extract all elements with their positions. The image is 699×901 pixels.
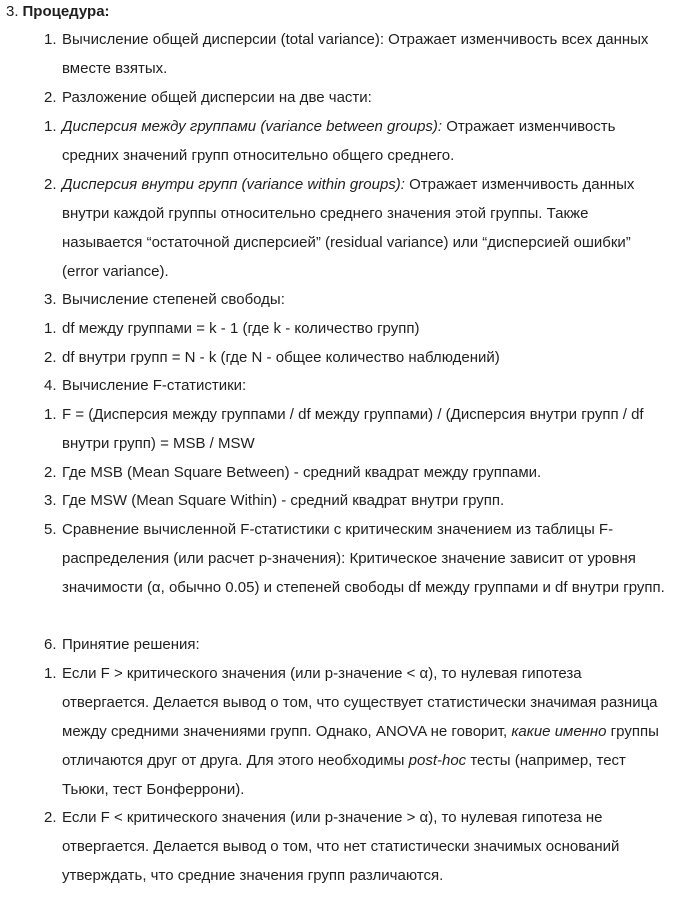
- list-marker: 1.: [44, 31, 57, 48]
- text-run: Сравнение вычисленной F-статистики с критическим значением из таблицы F-распределения (или расчет p-значения): Критическое значение зависит от уровня значимости (α, обычно 0.05) и степеней свободы df между группами и df внутри групп.: [62, 521, 665, 596]
- list-marker: 2.: [44, 464, 57, 481]
- section-title: Процедура:: [22, 3, 110, 20]
- list-item-text: [62, 458, 669, 487]
- list-item-text: [62, 630, 669, 659]
- text-run: df внутри групп = N - k (где N - общее количество наблюдений): [62, 349, 500, 366]
- list-item: [44, 515, 669, 602]
- list-item-text: [62, 343, 669, 372]
- list-item-text: [62, 659, 669, 804]
- list-item: [44, 458, 669, 487]
- list-item: [44, 25, 669, 83]
- list-marker: 1.: [44, 118, 57, 135]
- text-run: Где MSW (Mean Square Within) - средний квадрат внутри групп.: [62, 492, 505, 509]
- text-run: Вычисление степеней свободы:: [62, 291, 285, 308]
- list-item: [44, 343, 669, 372]
- list-marker: 2.: [44, 809, 57, 826]
- list-item: [44, 314, 669, 343]
- list-item: [44, 170, 669, 286]
- text-run: F = (Дисперсия между группами / df между группами) / (Дисперсия внутри групп / df внутри групп) = MSB / MSW: [62, 406, 644, 452]
- list-item: [44, 400, 669, 458]
- list-item: [44, 803, 669, 890]
- italic-term: Дисперсия внутри групп (variance within groups):: [62, 176, 405, 193]
- text-run: Вычисление общей дисперсии (total variance): Отражает изменчивость всех данных вместе взятых.: [62, 31, 649, 77]
- section-number: 3.: [6, 3, 19, 20]
- list-item: [44, 371, 669, 400]
- text-run: Отражает изменчивость средних значений групп относительно общего среднего.: [62, 118, 616, 164]
- list-marker: 6.: [44, 636, 57, 653]
- italic-term: какие именно: [511, 723, 607, 740]
- list-item: [44, 659, 669, 804]
- list-item-text: [62, 400, 669, 458]
- text-run: Если F > критического значения (или p-значение < α), то нулевая гипотеза отвергается. Делается вывод о том, что существует статистически значимая разница между средними значениями групп. Однако, ANOVA не говорит,: [62, 665, 658, 740]
- list-item: [44, 486, 669, 515]
- list-item: [44, 285, 669, 314]
- list-item: [44, 112, 669, 170]
- list-item: [44, 630, 669, 659]
- text-run: тесты (например, тест Тьюки, тест Бонферрони).: [62, 752, 626, 798]
- text-run: группы отличаются друг от друга. Для этого необходимы: [62, 723, 659, 769]
- list-item-text: [62, 371, 669, 400]
- list-marker: 2.: [44, 89, 57, 106]
- list-item-text: [62, 486, 669, 515]
- text-run: Вычисление F-статистики:: [62, 377, 247, 394]
- text-run: Если F < критического значения (или p-значение > α), то нулевая гипотеза не отвергается. Делается вывод о том, что нет статистически значимых оснований утверждать, что средние значения групп различаются.: [62, 809, 620, 884]
- list-item-text: [62, 170, 669, 286]
- list-marker: 5.: [44, 521, 57, 538]
- italic-term: Дисперсия между группами (variance between groups):: [62, 118, 443, 135]
- text-run: Отражает изменчивость данных внутри каждой группы относительно среднего значения этой группы. Также называется “остаточной дисперсией” (residual variance) или “дисперсией ошибки” (error variance).: [62, 176, 635, 280]
- list-marker: 1.: [44, 665, 57, 682]
- list-marker: 3.: [44, 291, 57, 308]
- list-item-text: [62, 83, 669, 112]
- text-run: df между группами = k - 1 (где k - количество групп): [62, 320, 420, 337]
- list-marker: 1.: [44, 406, 57, 423]
- list-marker: 2.: [44, 176, 57, 193]
- list-item-text: [62, 285, 669, 314]
- list-marker: 3.: [44, 492, 57, 509]
- list-marker: 4.: [44, 377, 57, 394]
- list-item-text: [62, 515, 669, 602]
- list-item-text: [62, 803, 669, 890]
- text-run: Принятие решения:: [62, 636, 200, 653]
- text-run: Где MSB (Mean Square Between) - средний квадрат между группами.: [62, 464, 542, 481]
- list-item-text: [62, 112, 669, 170]
- list-marker: 2.: [44, 349, 57, 366]
- list-item: [44, 83, 669, 112]
- text-run: Разложение общей дисперсии на две части:: [62, 89, 372, 106]
- list-item-text: [62, 25, 669, 83]
- list-item-text: [62, 314, 669, 343]
- italic-term: post-hoc: [408, 752, 467, 769]
- section-heading: [6, 0, 110, 24]
- list-marker: 1.: [44, 320, 57, 337]
